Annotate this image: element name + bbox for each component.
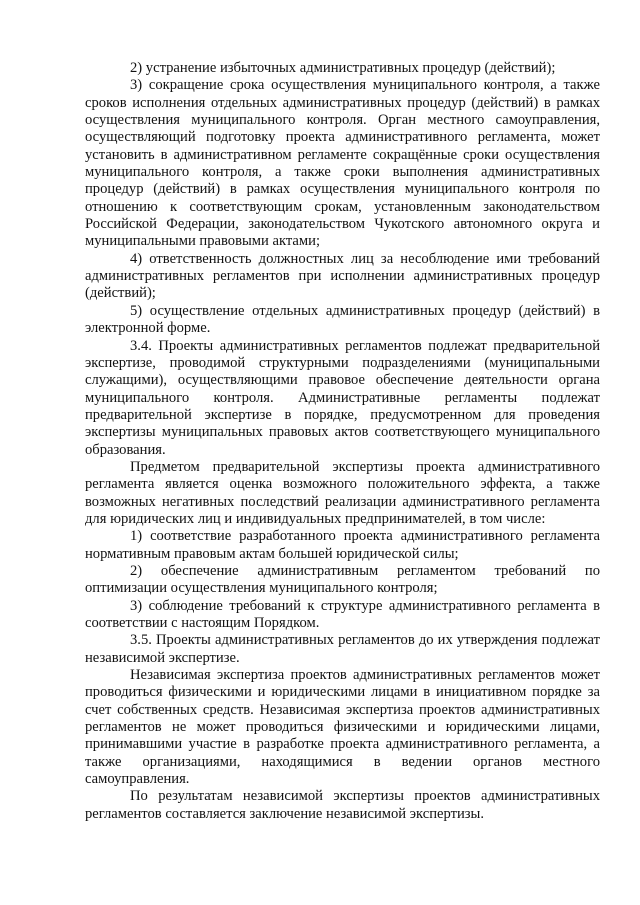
paragraph-item-3: 3) сокращение срока осуществления муниципального контроля, а также сроков исполнения отдельных административных процедур (действий) в рамках осуществления муниципального контроля. Орган местного самоуправления, осуществляющий подготовку проекта административного регламента, может установить в административном регламенте сокращённые сроки осуществления муниципального контроля, а также сроки выполнения административных процедур (действий) в рамках осуществления муниципального контроля по отношению к соответствующим срокам, установленным законодательством Российской Федерации, законодательством Чукотского автономного округа и муниципальными правовыми актами; bbox=[85, 77, 600, 250]
paragraph-item-4: 4) ответственность должностных лиц за несоблюдение ими требований административных регламентов при исполнении административных процедур (действий); bbox=[85, 250, 600, 302]
paragraph-3-5: 3.5. Проекты административных регламентов до их утверждения подлежат независимой экспертизе. bbox=[85, 632, 600, 666]
paragraph-independent-expertise: Независимая экспертиза проектов административных регламентов может проводиться физическими и юридическими лицами в инициативном порядке за счет собственных средств. Независимая экспертиза проектов административных регламентов не может проводиться физическими и юридическими лицами, принимавшими участие в разработке проекта административного регламента, а также организациями, находящимися в ведении органов местного самоуправления. bbox=[85, 667, 600, 788]
paragraph-criterion-1: 1) соответствие разработанного проекта административного регламента нормативным правовым актам большей юридической силы; bbox=[85, 528, 600, 562]
paragraph-expertise-subject: Предметом предварительной экспертизы проекта административного регламента является оценка возможного положительного эффекта, а также возможных негативных последствий реализации административного регламента для юридических лиц и индивидуальных предпринимателей, в том числе: bbox=[85, 458, 600, 527]
paragraph-criterion-2: 2) обеспечение административным регламентом требований по оптимизации осуществления муниципального контроля; bbox=[85, 562, 600, 597]
paragraph-criterion-3: 3) соблюдение требований к структуре административного регламента в соответствии с настоящим Порядком. bbox=[85, 597, 600, 631]
paragraph-3-4: 3.4. Проекты административных регламентов подлежат предварительной экспертизе, проводимой структурными подразделениями (муниципальными служащими), осуществляющими правовое обеспечение деятельности органа муниципального контроля. Административные регламенты подлежат предварительной экспертизе в порядке, предусмотренном для проведения экспертизы муниципальных правовых актов соответствующего муниципального образования. bbox=[85, 337, 600, 458]
paragraph-item-2: 2) устранение избыточных административных процедур (действий); bbox=[130, 60, 556, 76]
document-page bbox=[85, 60, 600, 823]
paragraph-expertise-conclusion: По результатам независимой экспертизы проектов административных регламентов составляется заключение независимой экспертизы. bbox=[85, 788, 600, 822]
paragraph-item-5: 5) осуществление отдельных административных процедур (действий) в электронной форме. bbox=[85, 302, 600, 337]
